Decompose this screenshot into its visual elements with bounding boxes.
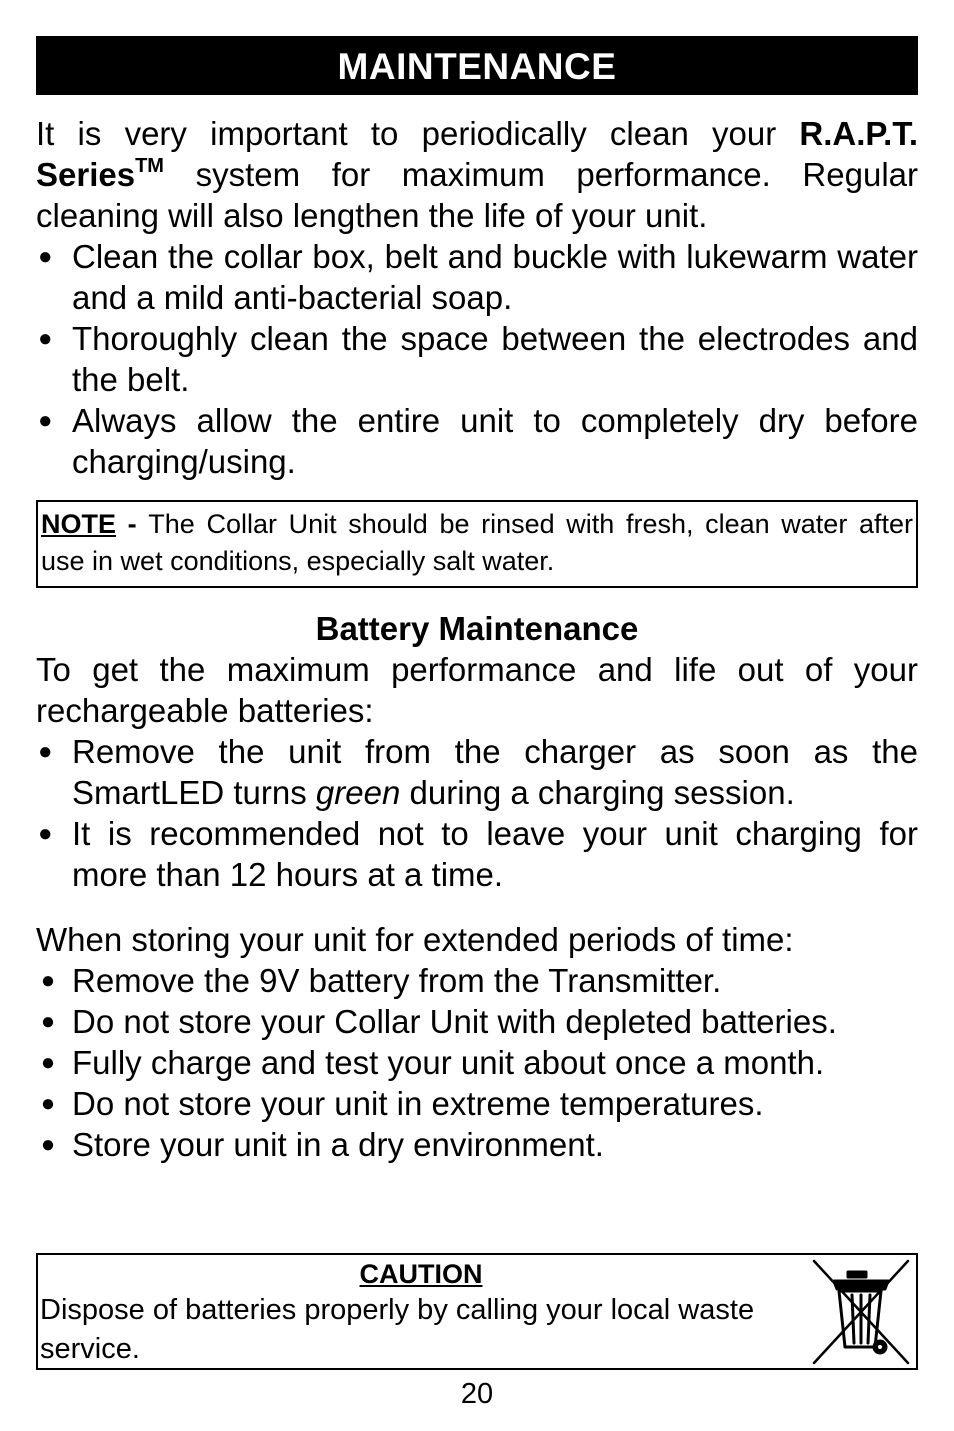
storage-list (36, 960, 918, 1165)
battery-tips-list (36, 731, 918, 895)
list-item: ● Clean the collar box, belt and buckle with lukewarm water and a mild anti-bacterial soap. (38, 238, 918, 316)
emphasis-green: green (315, 774, 401, 811)
intro-text-end: system for maximum performance. Regular cleaning will also lengthen the life of your unit. (36, 156, 918, 234)
page-number: 20 (460, 1378, 494, 1410)
caution-title: CAUTION (359, 1259, 483, 1289)
intro-text-start: It is very important to periodically clean your (36, 115, 800, 152)
note-box (36, 500, 918, 588)
battery-intro: To get the maximum performance and life out of your rechargeable batteries: (36, 651, 918, 729)
caution-text: Dispose of batteries properly by calling your local waste service. (40, 1294, 755, 1365)
note-dash: - (116, 509, 149, 539)
bullet-icon: ● (38, 738, 53, 765)
list-item: ● Do not store your Collar Unit with depleted batteries. (36, 1001, 918, 1042)
bullet-icon: ● (40, 1008, 56, 1035)
list-item: ● Always allow the entire unit to completely dry before charging/using. (38, 402, 918, 480)
list-item: ● Remove the 9V battery from the Transmitter. (36, 960, 918, 1001)
bullet-icon: ● (40, 1131, 56, 1158)
page-title: MAINTENANCE (36, 36, 918, 95)
crossed-out-wheelie-bin-icon (804, 1255, 916, 1368)
list-item: ● Remove the unit from the charger as soon as the SmartLED turns green during a charging session. (38, 733, 918, 811)
bullet-icon: ● (38, 407, 53, 434)
brand-name: R.A.P.T. Series (36, 115, 918, 193)
bullet-icon: ● (38, 820, 53, 847)
bullet-icon: ● (38, 325, 53, 352)
intro-paragraph (36, 113, 918, 236)
caution-box (36, 1253, 918, 1370)
note-label: NOTE (41, 509, 117, 539)
list-item: ● It is recommended not to leave your unit charging for more than 12 hours at a time. (38, 815, 918, 893)
list-item: ● Store your unit in a dry environment. (36, 1124, 918, 1165)
list-item: ● Thoroughly clean the space between the electrodes and the belt. (38, 320, 918, 398)
list-item: ● Fully charge and test your unit about once a month. (36, 1042, 918, 1083)
bullet-icon: ● (40, 1090, 56, 1117)
battery-heading: Battery Maintenance (315, 610, 639, 647)
bullet-icon: ● (40, 967, 56, 994)
bullet-icon: ● (38, 243, 53, 270)
storage-intro: When storing your unit for extended periods of time: (36, 921, 794, 958)
page-content (36, 36, 918, 1165)
note-text: The Collar Unit should be rinsed with fresh, clean water after use in wet conditions, especially salt water. (41, 509, 913, 576)
trademark-mark: TM (135, 155, 164, 177)
cleaning-list (36, 236, 918, 482)
list-item: ● Do not store your unit in extreme temperatures. (36, 1083, 918, 1124)
bullet-icon: ● (40, 1049, 56, 1076)
